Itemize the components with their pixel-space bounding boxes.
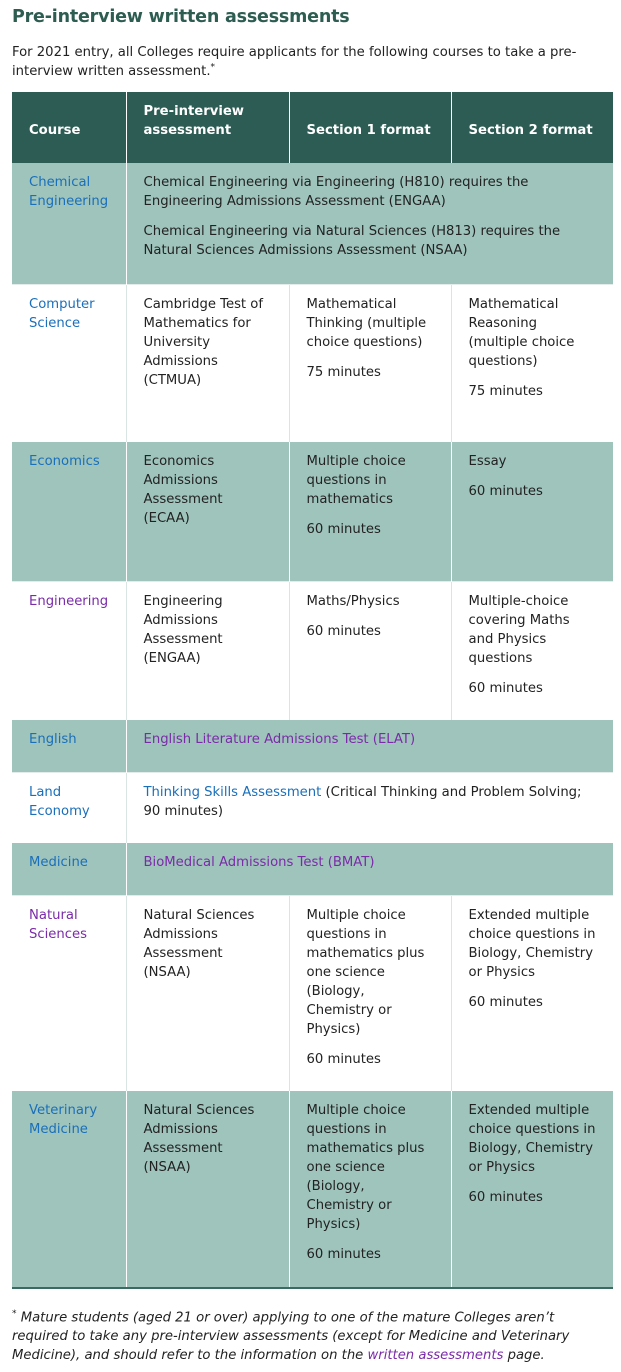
section1-cell <box>289 895 451 1091</box>
section2-time: 60 minutes <box>468 1190 543 1205</box>
section1-cell <box>289 442 451 581</box>
section1-cell <box>289 284 451 442</box>
course-link-chemical-engineering[interactable]: Chemical Engineering <box>12 163 126 284</box>
section2-cell <box>451 895 613 1091</box>
section2-text: Extended multiple choice questions in Biology, Chemistry or Physics <box>468 907 596 980</box>
section2-time: 75 minutes <box>468 383 543 399</box>
section1-text: Maths/Physics <box>306 593 400 609</box>
section1-time: 60 minutes <box>306 522 381 537</box>
section2-cell <box>451 581 613 720</box>
table-row <box>12 163 613 284</box>
section2-time: 60 minutes <box>468 994 543 1010</box>
assessment-cell <box>126 843 613 895</box>
intro-text: For 2021 entry, all Colleges require applicants for the following courses to take a pre-interview written assessment. <box>12 45 577 79</box>
assessments-table <box>12 92 613 1287</box>
section1-text: Multiple choice questions in mathematics <box>306 454 406 507</box>
assessment-cell: Cambridge Test of Mathematics for University Admissions (CTMUA) <box>126 284 289 442</box>
written-assessments-link[interactable]: written assessments <box>367 1348 504 1364</box>
intro-footnote-mark: * <box>210 62 216 73</box>
footnote-mark: * <box>12 1309 17 1319</box>
intro-paragraph <box>12 43 612 81</box>
assessment-cell: Economics Admissions Assessment (ECAA) <box>126 442 289 581</box>
assessment-text: Chemical Engineering via Engineering (H810) requires the Engineering Admissions Assessment (ENGAA) <box>143 175 529 209</box>
header-section2: Section 2 format <box>451 92 613 163</box>
course-link-natural-sciences[interactable]: Natural Sciences <box>12 895 126 1091</box>
section1-text: Multiple choice questions in mathematics plus one science (Biology, Chemistry or Physics) <box>306 1103 425 1232</box>
section1-time: 75 minutes <box>306 364 381 380</box>
assessment-cell: Natural Sciences Admissions Assessment (NSAA) <box>126 895 289 1091</box>
bmat-link[interactable]: BioMedical Admissions Test (BMAT) <box>143 855 375 870</box>
tsa-link[interactable]: Thinking Skills Assessment <box>143 784 322 800</box>
section2-text: Essay <box>468 454 507 469</box>
header-assessment: Pre-interview assessment <box>126 92 289 163</box>
section1-time: 60 minutes <box>306 623 381 639</box>
table-row <box>12 895 613 1091</box>
assessment-text: (Critical Thinking and Problem Solving; 90 minutes) <box>143 784 582 819</box>
page-title: Pre-interview written assessments <box>12 7 350 27</box>
section1-text: Multiple choice questions in mathematics plus one science (Biology, Chemistry or Physics) <box>306 907 425 1037</box>
section2-time: 60 minutes <box>468 680 543 696</box>
section1-time: 60 minutes <box>306 1247 381 1262</box>
table-header-row <box>12 92 613 163</box>
section2-text: Extended multiple choice questions in Biology, Chemistry or Physics <box>468 1103 596 1175</box>
table-row <box>12 442 613 581</box>
table-row <box>12 772 613 843</box>
section2-cell <box>451 284 613 442</box>
section2-cell <box>451 1091 613 1287</box>
table-row <box>12 720 613 772</box>
table-row <box>12 284 613 442</box>
table-row <box>12 843 613 895</box>
header-course: Course <box>12 92 126 163</box>
table-row <box>12 1091 613 1287</box>
table-row <box>12 581 613 720</box>
section1-text: Mathematical Thinking (multiple choice questions) <box>306 296 427 350</box>
course-link-computer-science[interactable]: Computer Science <box>12 284 126 442</box>
course-link-land-economy[interactable]: Land Economy <box>12 772 126 843</box>
assessment-cell: Engineering Admissions Assessment (ENGAA) <box>126 581 289 720</box>
section2-time: 60 minutes <box>468 484 543 499</box>
section2-text: Mathematical Reasoning (multiple choice questions) <box>468 296 575 369</box>
section1-cell <box>289 1091 451 1287</box>
assessment-cell <box>126 720 613 772</box>
table-bottom-rule <box>12 1287 613 1289</box>
footnote <box>12 1305 612 1365</box>
course-link-english[interactable]: English <box>12 720 126 772</box>
course-link-medicine[interactable]: Medicine <box>12 843 126 895</box>
assessment-cell <box>126 772 613 843</box>
course-link-economics[interactable]: Economics <box>12 442 126 581</box>
assessment-text: Chemical Engineering via Natural Sciences (H813) requires the Natural Sciences Admissions Assessment (NSAA) <box>143 224 561 258</box>
section2-text: Multiple-choice covering Maths and Physics questions <box>468 593 570 666</box>
elat-link[interactable]: English Literature Admissions Test (ELAT) <box>143 732 416 747</box>
course-link-engineering[interactable]: Engineering <box>12 581 126 720</box>
header-section1: Section 1 format <box>289 92 451 163</box>
assessment-cell <box>126 163 613 284</box>
footnote-text-end: page. <box>503 1348 545 1364</box>
footnote-text: Mature students (aged 21 or over) applying to one of the mature Colleges aren’t required to take any pre-interview assessments (except for Medicine and Veterinary Medicine), and should refer to the information on the <box>12 1310 570 1364</box>
course-link-veterinary-medicine[interactable]: Veterinary Medicine <box>12 1091 126 1287</box>
section2-cell <box>451 442 613 581</box>
assessment-cell: Natural Sciences Admissions Assessment (NSAA) <box>126 1091 289 1287</box>
section1-time: 60 minutes <box>306 1051 381 1067</box>
section1-cell <box>289 581 451 720</box>
